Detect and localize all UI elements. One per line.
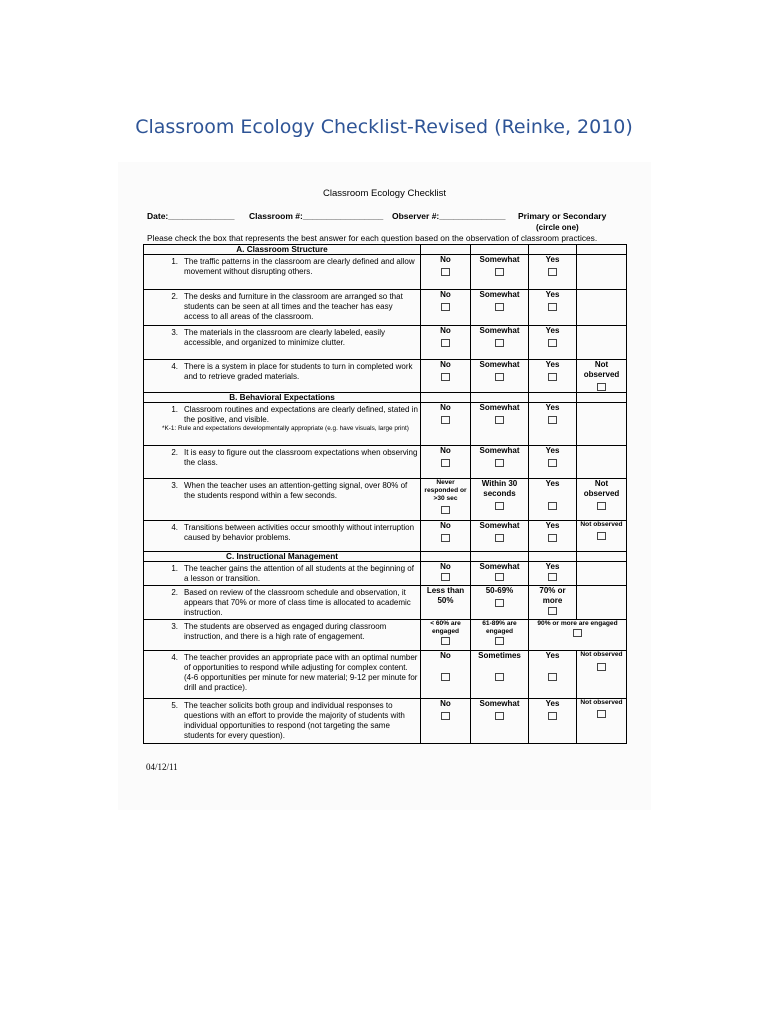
instructions: Please check the box that represents the best answer for each question based on the observation of classroom practices. (147, 233, 598, 243)
checkbox[interactable] (548, 573, 557, 581)
checkbox[interactable] (441, 573, 450, 581)
table-row (144, 289, 627, 325)
item-number: 3. (171, 327, 178, 337)
item-text: The materials in the classroom are clearly labeled, easily accessible, and organized to minimize clutter. (184, 327, 385, 347)
item-text: It is easy to figure out the classroom expectations when observing the class. (184, 447, 418, 467)
checkbox[interactable] (495, 459, 504, 467)
checkbox[interactable] (495, 502, 504, 510)
item-number: 4. (171, 523, 178, 533)
checkbox[interactable] (495, 712, 504, 720)
checkbox[interactable] (548, 373, 557, 381)
checkbox[interactable] (548, 339, 557, 347)
option-50-69: 50-69% (471, 585, 529, 620)
table-row (144, 360, 627, 393)
item-text: The teacher provides an appropriate pace with an optimal number of opportunities to respond while adjusting for complex content. (4-6 opportunities per minute for new material; 9-12 per minute for drill and practice). (184, 653, 418, 693)
option-sometimes: Sometimes (471, 651, 529, 699)
checkbox[interactable] (573, 629, 582, 637)
checkbox[interactable] (495, 339, 504, 347)
item-text: The teacher solicits both group and individual responses to questions with an effort to provide the majority of students with individual opportunities to respond (not targeting the same students for every question). (184, 700, 405, 740)
date-field[interactable]: Date:______________ (147, 211, 235, 221)
checkbox[interactable] (597, 532, 606, 540)
checkbox[interactable] (441, 712, 450, 720)
checkbox[interactable] (441, 637, 450, 645)
item-text: The desks and furniture in the classroom are arranged so that students can be seen at all times and the teacher has easy access to all areas of the classroom. (184, 291, 403, 321)
footer-date: 04/12/11 (146, 762, 178, 772)
option-yes: Yes (529, 403, 577, 446)
checklist-table (143, 244, 627, 744)
option-not-observed: Not observed (577, 360, 627, 393)
form-title: Classroom Ecology Checklist (322, 188, 446, 199)
option-no: No (421, 403, 471, 446)
checkbox[interactable] (597, 383, 606, 391)
circle-one-note: (circle one) (536, 223, 579, 232)
checkbox[interactable] (548, 303, 557, 311)
table-row (144, 521, 627, 552)
checkbox[interactable] (548, 712, 557, 720)
table-row (144, 620, 627, 651)
item-number: 3. (171, 480, 178, 490)
checkbox[interactable] (597, 502, 606, 510)
option-90-or-more: 90% or more are engaged (529, 620, 627, 651)
table-row (144, 651, 627, 699)
option-no: No (421, 255, 471, 290)
checkbox[interactable] (495, 303, 504, 311)
section-c-title: C. Instructional Management (144, 552, 421, 562)
option-yes: Yes (529, 445, 577, 478)
option-no: No (421, 289, 471, 325)
checkbox[interactable] (548, 607, 557, 615)
option-61-89: 61-89% are engaged (471, 620, 529, 651)
item-number: 1. (171, 405, 178, 415)
option-not-observed: Not observed (577, 521, 627, 552)
item-number: 4. (171, 653, 178, 663)
table-row (144, 255, 627, 290)
item-text: The students are observed as engaged during classroom instruction, and there is a high rate of engagement. (184, 622, 387, 642)
checkbox[interactable] (597, 663, 606, 671)
option-yes: Yes (529, 562, 577, 585)
option-within-30: Within 30 seconds (471, 478, 529, 521)
option-no: No (421, 360, 471, 393)
item-text: There is a system in place for students to turn in completed work and to retrieve graded materials. (184, 362, 413, 382)
item-text: Based on review of the classroom schedule and observation, it appears that 70% or more of class time is allocated to academic instruction. (184, 587, 411, 617)
option-under-60: < 60% are engaged (421, 620, 471, 651)
item-number: 2. (171, 447, 178, 457)
item-text: The traffic patterns in the classroom are clearly defined and allow movement without disrupting others. (184, 257, 415, 277)
checkbox[interactable] (548, 673, 557, 681)
option-somewhat: Somewhat (471, 325, 529, 360)
checkbox[interactable] (441, 673, 450, 681)
option-somewhat: Somewhat (471, 698, 529, 743)
option-somewhat: Somewhat (471, 521, 529, 552)
item-text: The teacher gains the attention of all students at the beginning of a lesson or transition. (184, 564, 414, 584)
item-text: When the teacher uses an attention-getting signal, over 80% of the students respond within a few seconds. (184, 480, 408, 500)
option-yes: Yes (529, 255, 577, 290)
item-number: 2. (171, 291, 178, 301)
section-b-title: B. Behavioral Expectations (144, 392, 421, 402)
option-yes: Yes (529, 360, 577, 393)
checkbox[interactable] (597, 710, 606, 718)
option-never-responded: Never responded or >30 sec (421, 478, 471, 521)
option-no: No (421, 562, 471, 585)
section-a-title: A. Classroom Structure (144, 245, 421, 255)
option-yes: Yes (529, 521, 577, 552)
checkbox[interactable] (495, 268, 504, 276)
document-title: Classroom Ecology Checklist-Revised (Reinke, 2010) (135, 116, 633, 138)
option-yes: Yes (529, 478, 577, 521)
classroom-field[interactable]: Classroom #:_________________ (249, 211, 384, 221)
item-number: 1. (171, 257, 178, 267)
checkbox[interactable] (548, 416, 557, 424)
item-number: 5. (171, 700, 178, 710)
checkbox[interactable] (495, 573, 504, 581)
item-number: 2. (171, 587, 178, 597)
checkbox[interactable] (495, 373, 504, 381)
section-row (144, 245, 627, 255)
checkbox[interactable] (441, 268, 450, 276)
checkbox[interactable] (441, 373, 450, 381)
table-row (144, 403, 627, 446)
observer-field[interactable]: Observer #:______________ (392, 211, 506, 221)
option-no: No (421, 521, 471, 552)
item-text: Transitions between activities occur smoothly without interruption caused by behavior problems. (184, 523, 415, 543)
table-row (144, 478, 627, 521)
checkbox[interactable] (441, 339, 450, 347)
option-no: No (421, 651, 471, 699)
option-somewhat: Somewhat (471, 403, 529, 446)
option-70-or-more: 70% or more (529, 585, 577, 620)
option-somewhat: Somewhat (471, 360, 529, 393)
primary-secondary-field[interactable]: Primary or Secondary (518, 211, 607, 221)
table-row (144, 325, 627, 360)
option-somewhat: Somewhat (471, 445, 529, 478)
option-not-observed: Not observed (577, 478, 627, 521)
checkbox[interactable] (441, 506, 450, 514)
option-yes: Yes (529, 698, 577, 743)
checkbox[interactable] (441, 459, 450, 467)
item-text: Classroom routines and expectations are clearly defined, stated in the positive, and visible. (184, 405, 418, 425)
checkbox[interactable] (548, 268, 557, 276)
option-yes: Yes (529, 325, 577, 360)
item-number: 3. (171, 622, 178, 632)
option-less-than-50: Less than 50% (421, 585, 471, 620)
checkbox[interactable] (441, 416, 450, 424)
checkbox[interactable] (495, 534, 504, 542)
checkbox[interactable] (495, 599, 504, 607)
option-no: No (421, 325, 471, 360)
checkbox[interactable] (495, 637, 504, 645)
checkbox[interactable] (441, 534, 450, 542)
item-note: *K-1: Rule and expectations developmentally appropriate (e.g. have visuals, large print) (162, 425, 409, 433)
table-row (144, 562, 627, 585)
option-no: No (421, 445, 471, 478)
option-somewhat: Somewhat (471, 562, 529, 585)
table-row (144, 445, 627, 478)
option-no: No (421, 698, 471, 743)
option-not-observed: Not observed (577, 698, 627, 743)
item-number: 1. (171, 564, 178, 574)
option-not-observed: Not observed (577, 651, 627, 699)
item-number: 4. (171, 362, 178, 372)
checkbox[interactable] (495, 416, 504, 424)
section-row (144, 392, 627, 402)
checkbox[interactable] (441, 303, 450, 311)
option-yes: Yes (529, 651, 577, 699)
section-row (144, 552, 627, 562)
option-somewhat: Somewhat (471, 255, 529, 290)
option-yes: Yes (529, 289, 577, 325)
checkbox[interactable] (548, 534, 557, 542)
table-row (144, 585, 627, 620)
checkbox[interactable] (548, 502, 557, 510)
table-row (144, 698, 627, 743)
option-somewhat: Somewhat (471, 289, 529, 325)
checkbox[interactable] (548, 459, 557, 467)
checkbox[interactable] (495, 673, 504, 681)
